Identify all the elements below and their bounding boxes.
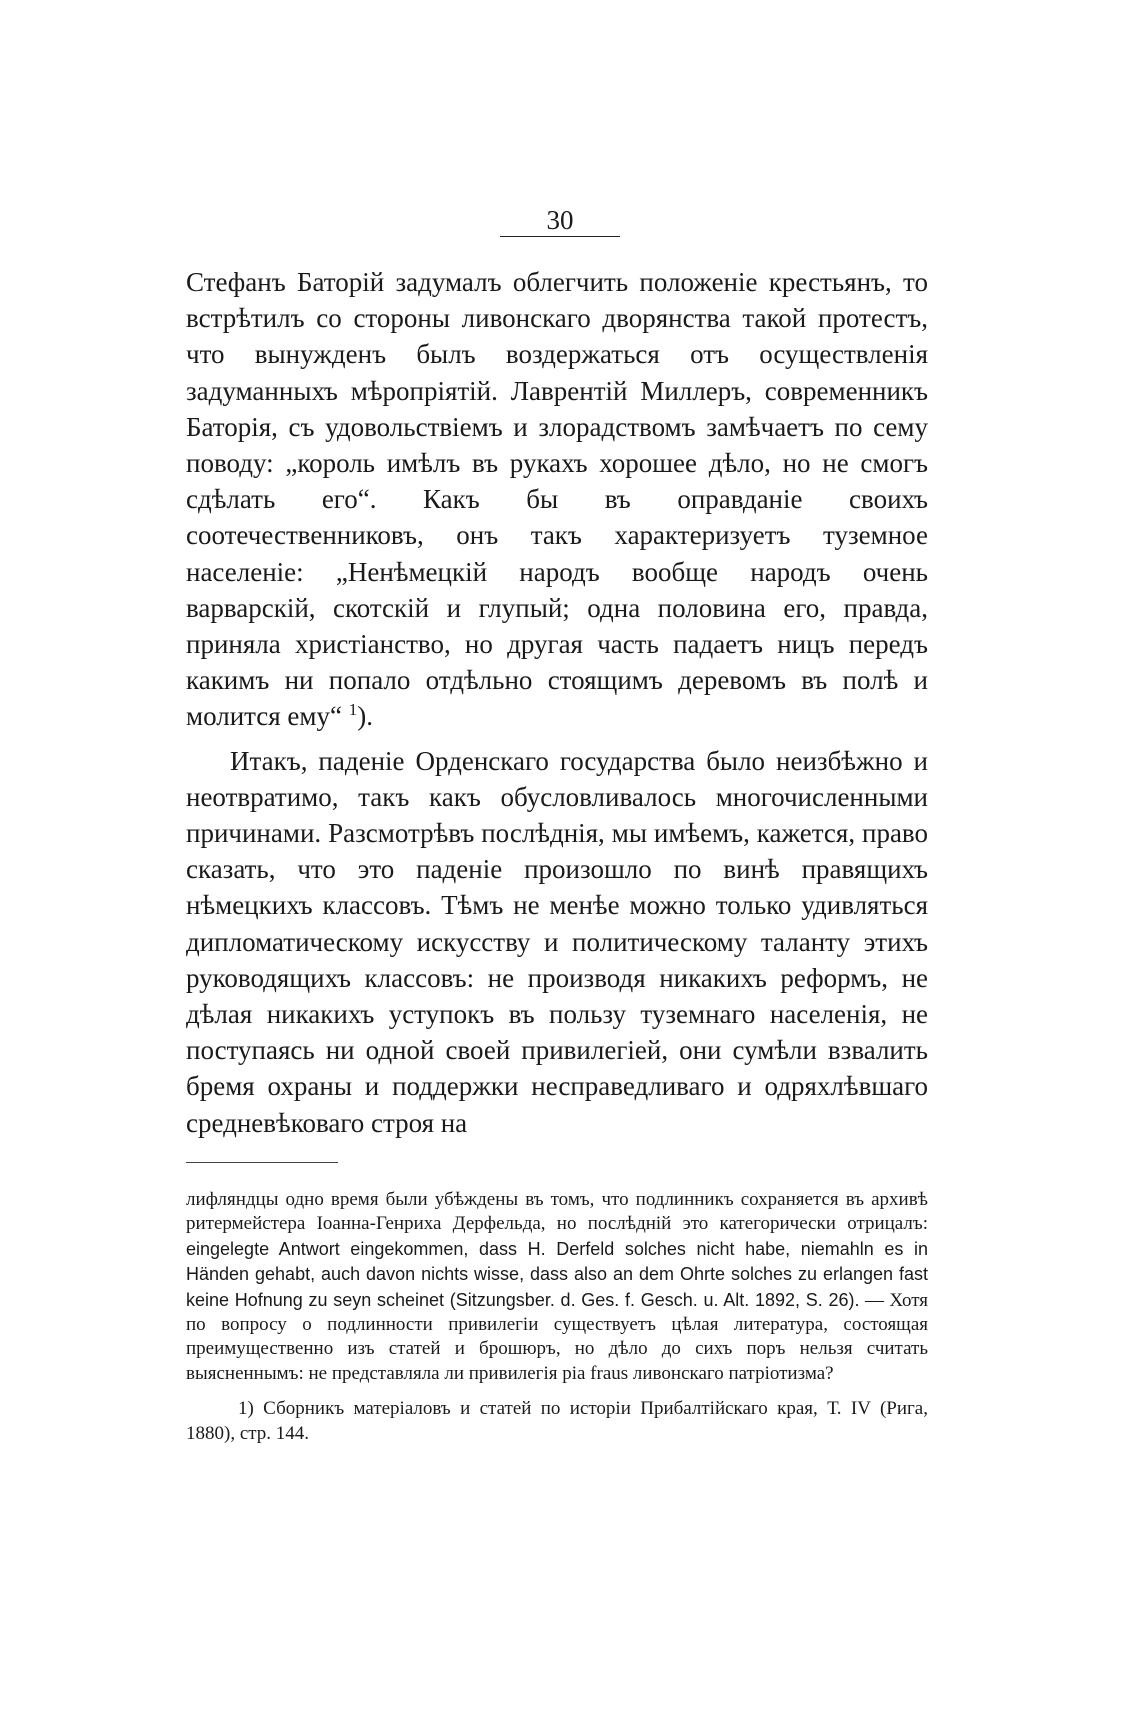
page-number: 30 <box>546 205 574 235</box>
footnote-text: — Хотя по вопросу о подлинности привилегіи существуетъ цѣлая литература, состоящая преимущественно изъ статей и брошюръ, но дѣло до сихъ поръ нельзя считать выясненнымъ: не представляла ли привилегія pia fraus ливонскаго патріотизма? <box>186 1289 928 1384</box>
paragraph-text-end: ). <box>357 701 373 732</box>
footnote-quotation: eingelegte Antwort eingekommen, dass H. Derfeld solches nicht habe, niemahln es in Händen gehabt, auch davon nichts wisse, dass also an dem Ohrte solches zu erlangen fast keine Hofnung zu seyn scheinet (Sitzungsber. d. Ges. f. Gesch. u. Alt. 1892, S. 26). <box>186 1238 928 1310</box>
footnote-continuation <box>186 1188 928 1386</box>
footnote-1: 1) Сборникъ матеріаловъ и статей по исторіи Прибалтійскаго края, Т. IV (Рига, 1880), стр. 144. <box>186 1398 928 1445</box>
paragraph <box>186 264 928 735</box>
paragraph: Итакъ, паденіе Орденскаго государства было неизбѣжно и неотвратимо, такъ какъ обусловливалось многочисленными причинами. Разсмотрѣвъ послѣднія, мы имѣемъ, кажется, право сказать, что это паденіе произошло по винѣ правящихъ нѣмецкихъ классовъ. Тѣмъ не менѣе можно только удивляться дипломатическому искусству и политическому таланту этихъ руководящихъ классовъ: не производя никакихъ реформъ, не дѣлая никакихъ уступокъ въ пользу туземнаго населенія, не поступаясь ни одной своей привилегіей, они сумѣли взвалить бремя охраны и поддержки несправедливаго и одряхлѣвшаго средневѣковаго строя на <box>186 745 928 1138</box>
paragraph-text: Стефанъ Баторій задумалъ облегчить положеніе крестьянъ, то встрѣтилъ со стороны ливонскаго дворянства такой протестъ, что вынужденъ былъ воздержаться отъ осуществленія задуманныхъ мѣропріятій. Лаврентій Миллеръ, современникъ Баторія, съ удовольствіемъ и злорадствомъ замѣчаетъ по сему поводу: „король имѣлъ въ рукахъ хорошее дѣло, но не смогъ сдѣлать его“. Какъ бы въ оправданіе своихъ соотечественниковъ, онъ такъ характеризуетъ туземное населеніе: „Ненѣмецкій народъ вообще народъ очень варварскій, скотскій и глупый; одна половина его, правда, приняла христіанство, но другая часть падаетъ ницъ передъ какимъ ни попало отдѣльно стоящимъ деревомъ въ полѣ и молится ему“ <box>186 267 928 732</box>
footnotes <box>186 1188 928 1446</box>
footnote-text: лифляндцы одно время были убѣждены въ томъ, что подлинникъ сохраняется въ архивѣ ритермейстера Іоанна-Генриха Дерфельда, но послѣдній это категорически отрицалъ: <box>186 1189 928 1235</box>
footnote-separator <box>186 1162 338 1163</box>
main-text <box>186 264 928 1141</box>
footnote-reference: 1 <box>348 700 358 720</box>
page-number-rule <box>500 236 620 237</box>
